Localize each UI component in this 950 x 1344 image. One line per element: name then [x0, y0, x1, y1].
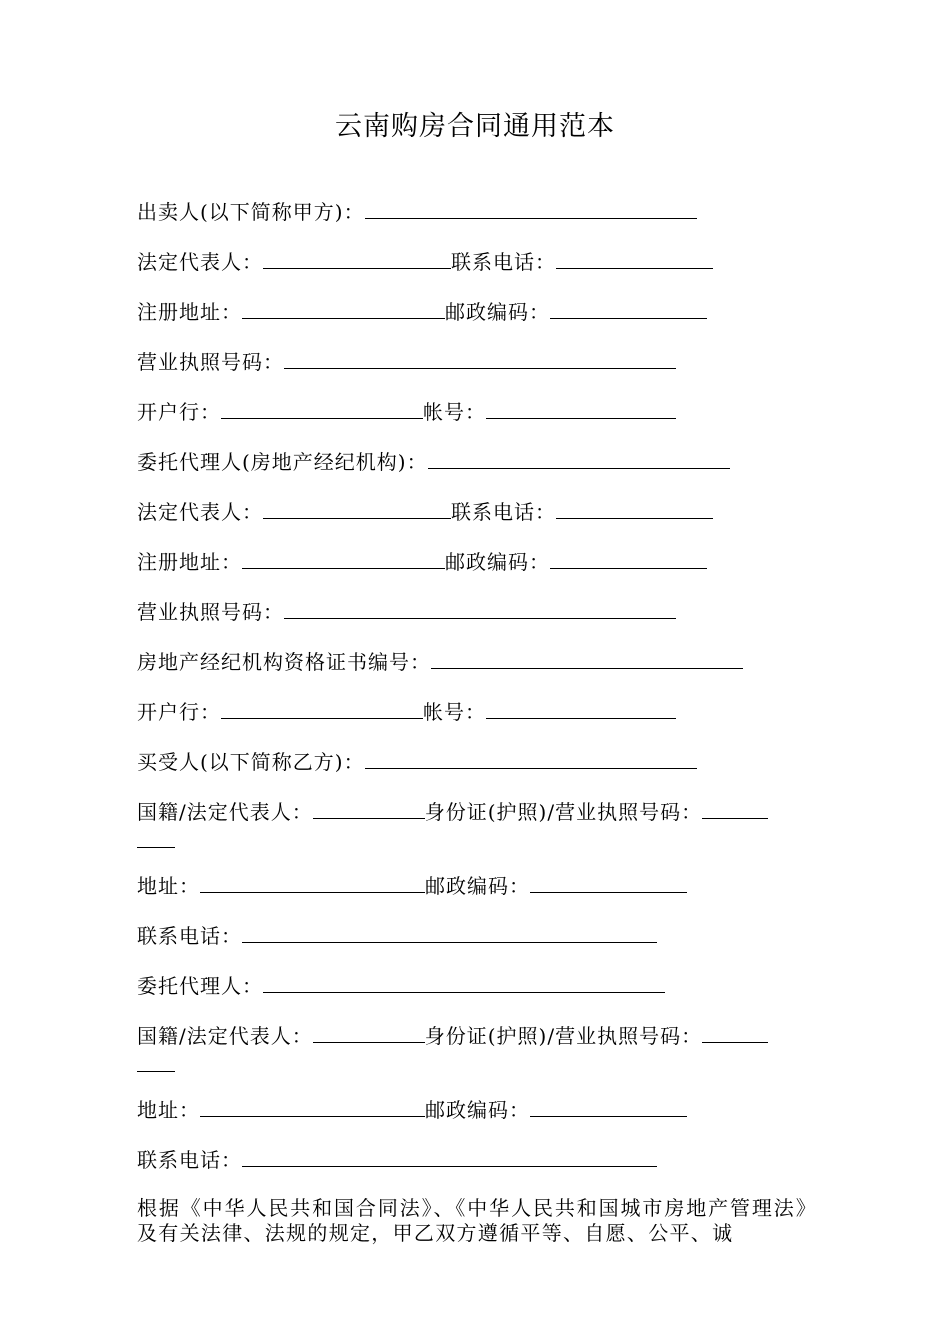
buyer-agent-nationality-line [137, 1023, 768, 1049]
fill-in-blank[interactable] [365, 750, 697, 769]
seller-legal-rep-line [137, 249, 713, 275]
field-label: 身份证(护照)/营业执照号码： [424, 800, 703, 824]
fill-in-blank[interactable] [242, 300, 445, 319]
field-label: 邮政编码： [425, 874, 530, 898]
field-label: 开户行： [137, 700, 221, 724]
blank-continuation [137, 846, 175, 848]
field-label: 国籍/法定代表人： [137, 1024, 313, 1048]
field-label: 法定代表人： [137, 250, 263, 274]
fill-in-blank[interactable] [486, 400, 676, 419]
field-label: 身份证(护照)/营业执照号码： [424, 1024, 703, 1048]
field-label: 房地产经纪机构资格证书编号： [137, 650, 431, 674]
agent-address-line [137, 549, 707, 575]
fill-in-blank[interactable] [221, 700, 423, 719]
field-label: 注册地址： [137, 550, 242, 574]
seller-bank-line [137, 399, 676, 425]
field-label: 营业执照号码： [137, 350, 284, 374]
fill-in-blank[interactable] [313, 1024, 425, 1043]
fill-in-blank[interactable] [428, 450, 730, 469]
buyer-agent-phone-line [137, 1147, 657, 1173]
fill-in-blank[interactable] [365, 200, 697, 219]
fill-in-blank[interactable] [263, 250, 451, 269]
fill-in-blank[interactable] [556, 500, 713, 519]
field-label: 地址： [137, 874, 200, 898]
agent-bank-line [137, 699, 676, 725]
field-label: 国籍/法定代表人： [137, 800, 313, 824]
field-label: 帐号： [423, 700, 486, 724]
field-label: 联系电话： [137, 924, 242, 948]
preamble-paragraph: 根据《中华人民共和国合同法》、《中华人民共和国城市房地产管理法》及有关法律、法规的规定，甲乙双方遵循平等、自愿、公平、诚 [137, 1196, 817, 1245]
buyer-phone-line [137, 923, 657, 949]
field-label: 委托代理人： [137, 974, 263, 998]
fill-in-blank[interactable] [242, 1148, 657, 1167]
fill-in-blank[interactable] [486, 700, 676, 719]
fill-in-blank[interactable] [550, 550, 707, 569]
buyer-agent-address-line [137, 1097, 687, 1123]
field-label: 帐号： [423, 400, 486, 424]
field-label: 委托代理人(房地产经纪机构)： [137, 450, 428, 474]
fill-in-blank[interactable] [530, 1098, 687, 1117]
fill-in-blank[interactable] [242, 924, 657, 943]
agent-certificate-line [137, 649, 743, 675]
fill-in-blank[interactable] [702, 1024, 768, 1043]
buyer-nationality-line [137, 799, 768, 825]
field-label: 地址： [137, 1098, 200, 1122]
fill-in-blank[interactable] [431, 650, 743, 669]
seller-address-line [137, 299, 707, 325]
fill-in-blank[interactable] [550, 300, 707, 319]
agent-line [137, 449, 730, 475]
fill-in-blank[interactable] [263, 974, 665, 993]
fill-in-blank[interactable] [313, 800, 425, 819]
document-title: 云南购房合同通用范本 [335, 111, 615, 142]
field-label: 买受人(以下简称乙方)： [137, 750, 365, 774]
buyer-line [137, 749, 697, 775]
field-label: 注册地址： [137, 300, 242, 324]
field-label: 出卖人(以下简称甲方)： [137, 200, 365, 224]
field-label: 联系电话： [137, 1148, 242, 1172]
agent-license-line [137, 599, 676, 625]
fill-in-blank[interactable] [200, 874, 425, 893]
fill-in-blank[interactable] [556, 250, 713, 269]
field-label: 开户行： [137, 400, 221, 424]
field-label: 邮政编码： [445, 550, 550, 574]
field-label: 联系电话： [451, 500, 556, 524]
seller-license-line [137, 349, 676, 375]
fill-in-blank[interactable] [242, 550, 445, 569]
field-label: 联系电话： [451, 250, 556, 274]
blank-continuation [137, 1070, 175, 1072]
fill-in-blank[interactable] [200, 1098, 425, 1117]
buyer-agent-line [137, 973, 665, 999]
fill-in-blank[interactable] [702, 800, 768, 819]
fill-in-blank[interactable] [284, 350, 676, 369]
field-label: 法定代表人： [137, 500, 263, 524]
seller-line [137, 199, 697, 225]
field-label: 邮政编码： [445, 300, 550, 324]
fill-in-blank[interactable] [263, 500, 451, 519]
field-label: 营业执照号码： [137, 600, 284, 624]
buyer-address-line [137, 873, 687, 899]
agent-legal-rep-line [137, 499, 713, 525]
fill-in-blank[interactable] [221, 400, 423, 419]
fill-in-blank[interactable] [284, 600, 676, 619]
field-label: 邮政编码： [425, 1098, 530, 1122]
fill-in-blank[interactable] [530, 874, 687, 893]
